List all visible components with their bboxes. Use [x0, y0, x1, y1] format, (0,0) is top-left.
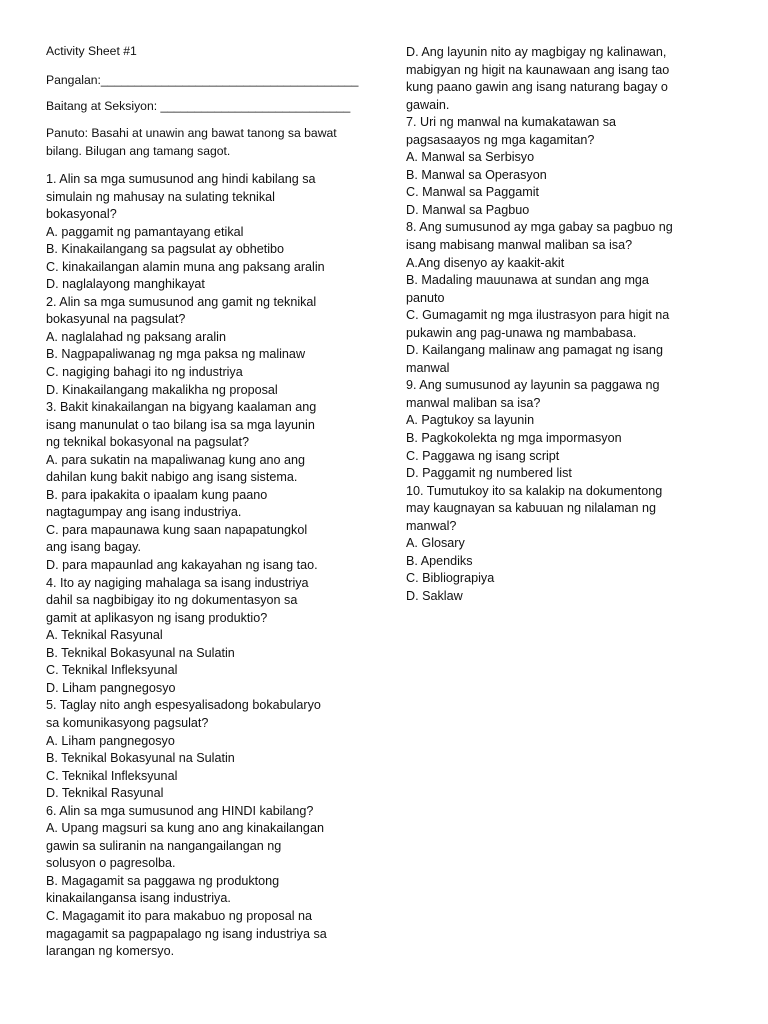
grade-section-field: Baitang at Seksiyon: ____________________________: [46, 99, 351, 113]
question-line: 5. Taglay nito angh espesyalisadong bokabularyo: [46, 698, 321, 713]
question-line: B. Pagkokolekta ng mga impormasyon: [406, 431, 622, 446]
question-line: 9. Ang sumusunod ay layunin sa paggawa ng: [406, 378, 660, 393]
question-line: D. Liham pangnegosyo: [46, 680, 176, 695]
question-line: B. para ipakakita o ipaalam kung paano: [46, 487, 268, 502]
question-line: A. Manwal sa Serbisyo: [406, 150, 535, 165]
instructions-line: bilang. Bilugan ang tamang sagot.: [46, 144, 231, 158]
question-line: A. paggamit ng pamantayang etikal: [46, 224, 244, 239]
question-line: C. Paggawa ng isang script: [406, 448, 560, 463]
question-line: kinakailangansa isang industriya.: [46, 891, 231, 906]
question-line: B. Apendiks: [406, 553, 473, 568]
question-line: larangan ng komersyo.: [46, 944, 175, 959]
question-line: bokasyunal na pagsulat?: [46, 312, 186, 327]
question-line: B. Teknikal Bokasyunal na Sulatin: [46, 645, 235, 660]
question-line: solusyon o pagresolba.: [46, 856, 176, 871]
left-questions: [46, 171, 327, 961]
question-line: D. naglalayong manghikayat: [46, 277, 205, 292]
question-line: B. Teknikal Bokasyunal na Sulatin: [46, 751, 235, 766]
question-line: A. Glosary: [406, 536, 465, 551]
question-line: C. Teknikal Infleksyunal: [46, 663, 178, 678]
question-line: C. Magagamit ito para makabuo ng proposal na: [46, 908, 313, 923]
question-line: pagsasaayos ng mga kagamitan?: [406, 132, 595, 147]
question-line: panuto: [406, 290, 445, 305]
question-line: D. Kinakailangang makalikha ng proposal: [46, 382, 278, 397]
question-line: A. Upang magsuri sa kung ano ang kinakailangan: [46, 821, 324, 836]
question-line: C. kinakailangan alamin muna ang paksang aralin: [46, 259, 325, 274]
question-line: C. Gumagamit ng mga ilustrasyon para higit na: [406, 308, 670, 323]
question-line: ng teknikal bokasyonal na pagsulat?: [46, 435, 250, 450]
question-line: C. nagiging bahagi ito ng industriya: [46, 365, 243, 380]
question-line: C. Manwal sa Paggamit: [406, 185, 539, 200]
question-line: C. para mapaunawa kung saan napapatungkol: [46, 522, 308, 537]
name-field: Pangalan:______________________________________: [46, 73, 359, 87]
question-line: A. para sukatin na mapaliwanag kung ano ang: [46, 452, 306, 467]
question-line: gamit at aplikasyon ng isang produktio?: [46, 610, 268, 625]
question-line: D. Kailangang malinaw ang pamagat ng isang: [406, 343, 663, 358]
question-line: 8. Ang sumusunod ay mga gabay sa pagbuo ng: [406, 220, 673, 235]
question-line: A. Teknikal Rasyunal: [46, 628, 163, 643]
question-line: D. Paggamit ng numbered list: [406, 466, 572, 481]
question-line: B. Magagamit sa paggawa ng produktong: [46, 873, 280, 888]
question-line: D. para mapaunlad ang kakayahan ng isang tao.: [46, 558, 318, 573]
question-line: 1. Alin sa mga sumusunod ang hindi kabilang sa: [46, 172, 316, 186]
question-line: may kaugnayan sa kabuuan ng nilalaman ng: [406, 501, 656, 516]
question-line: isang manunulat o tao bilang isa sa mga layunin: [46, 417, 315, 432]
question-line: B. Nagpapaliwanag ng mga paksa ng malinaw: [46, 347, 306, 362]
question-line: gawin sa suliranin na nangangailangan ng: [46, 838, 282, 853]
question-line: C. Bibliograpiya: [406, 571, 495, 586]
question-line: D. Manwal sa Pagbuo: [406, 202, 530, 217]
question-line: nagtagumpay ang isang industriya.: [46, 505, 242, 520]
question-line: B. Kinakailangang sa pagsulat ay obhetibo: [46, 242, 285, 257]
question-line: B. Madaling mauunawa at sundan ang mga: [406, 273, 649, 288]
question-line: mabigyan ng higit na kaunawaan ang isang tao: [406, 62, 670, 77]
question-line: D. Saklaw: [406, 588, 463, 603]
question-line: dahil sa nagbibigay ito ng dokumentasyon sa: [46, 593, 298, 608]
question-line: 10. Tumutukoy ito sa kalakip na dokumentong: [406, 483, 663, 498]
question-line: D. Teknikal Rasyunal: [46, 786, 164, 801]
question-line: pukawin ang pag-unawa ng mambabasa.: [406, 325, 637, 340]
instructions-line: Panuto: Basahi at unawin ang bawat tanong sa bawat: [46, 126, 337, 140]
question-line: ang isang bagay.: [46, 540, 141, 555]
question-line: isang mabisang manwal maliban sa isa?: [406, 238, 633, 253]
question-line: C. Teknikal Infleksyunal: [46, 768, 178, 783]
question-line: A. Liham pangnegosyo: [46, 733, 175, 748]
question-line: kung paano gawin ang isang naturang bagay o: [406, 80, 668, 95]
sheet-title: Activity Sheet #1: [46, 44, 137, 58]
question-line: dahilan kung bakit nabigo ang isang sistema.: [46, 470, 298, 485]
question-line: manwal?: [406, 518, 457, 533]
question-line: bokasyonal?: [46, 207, 117, 222]
question-line: B. Manwal sa Operasyon: [406, 167, 547, 182]
question-line: manwal: [406, 360, 450, 375]
question-line: 7. Uri ng manwal na kumakatawan sa: [406, 115, 616, 130]
question-line: magagamit sa pagpapalago ng isang industriya sa: [46, 926, 327, 941]
question-line: A.Ang disenyo ay kaakit-akit: [406, 255, 565, 270]
question-line: D. Ang layunin nito ay magbigay ng kalinawan,: [406, 45, 667, 59]
question-line: 3. Bakit kinakailangan na bigyang kaalaman ang: [46, 400, 317, 415]
question-line: manwal maliban sa isa?: [406, 395, 541, 410]
question-line: A. Pagtukoy sa layunin: [406, 413, 535, 428]
question-line: A. naglalahad ng paksang aralin: [46, 329, 226, 344]
question-line: gawain.: [406, 97, 450, 112]
question-line: 4. Ito ay nagiging mahalaga sa isang industriya: [46, 575, 309, 590]
question-line: sa komunikasyong pagsulat?: [46, 715, 209, 730]
question-line: simulain ng mahusay na sulating teknikal: [46, 189, 275, 204]
right-questions: [406, 44, 673, 606]
question-line: 6. Alin sa mga sumusunod ang HINDI kabilang?: [46, 803, 314, 818]
question-line: 2. Alin sa mga sumusunod ang gamit ng teknikal: [46, 294, 317, 309]
